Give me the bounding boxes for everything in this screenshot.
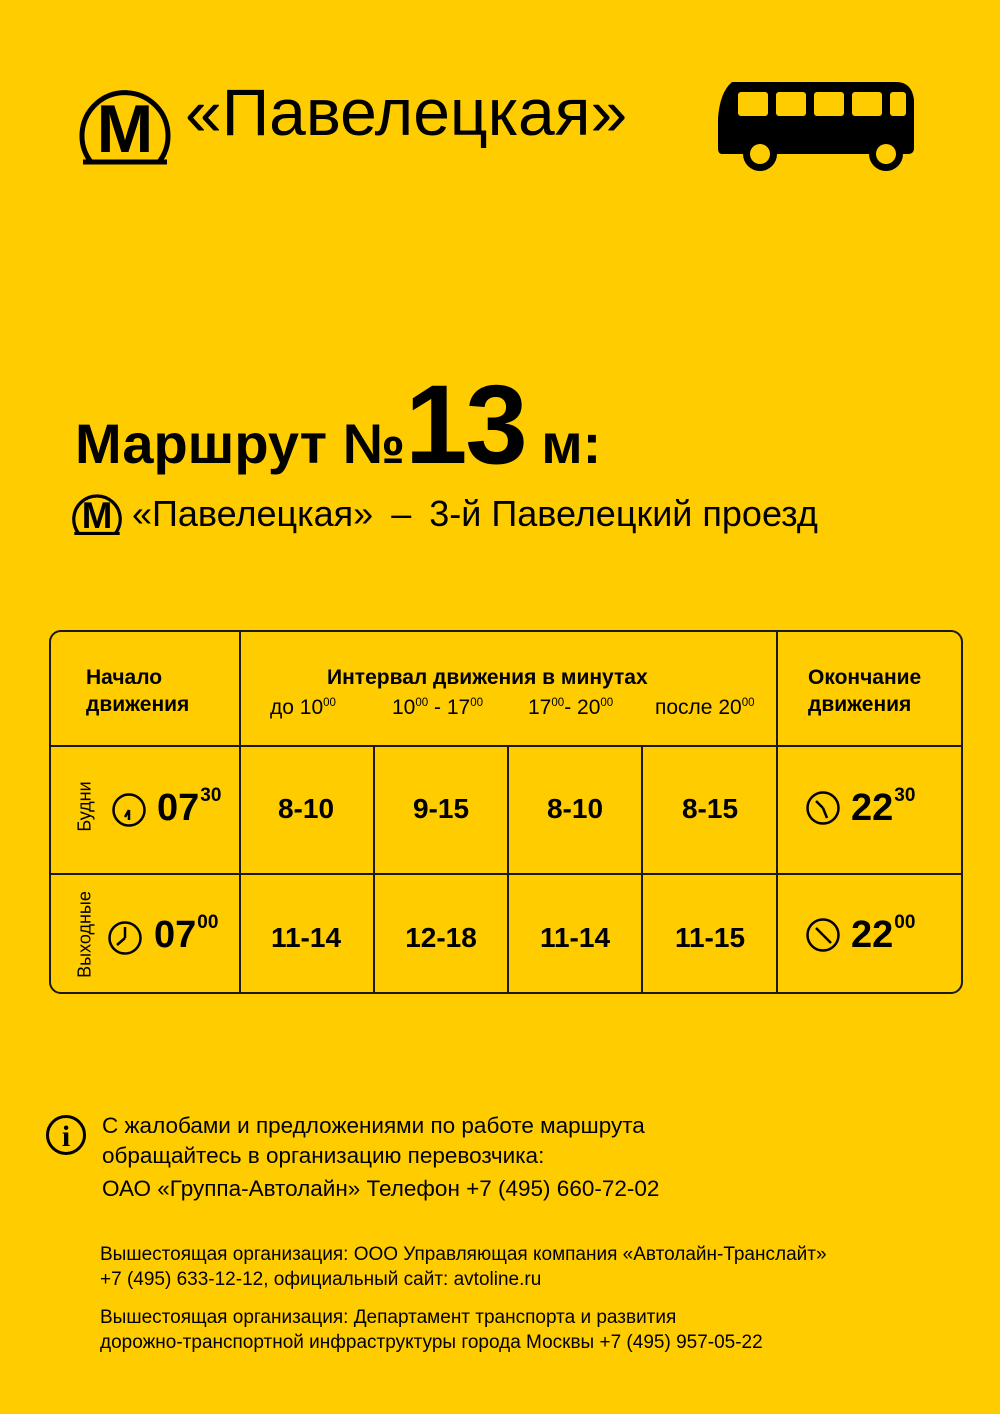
route-endpoints: [70, 488, 818, 540]
weekday-start-time: 07 30: [157, 785, 222, 829]
station-title: «Павелецкая»: [185, 75, 628, 149]
route-from: «Павелецкая»: [132, 493, 374, 534]
metro-logo-icon: [75, 80, 175, 172]
bus-icon: [714, 78, 918, 176]
row-label-weekends: Выходные: [74, 891, 95, 978]
route-dash: –: [391, 493, 412, 534]
footer-org1-line2: +7 (495) 633-12-12, официальный сайт: avtoline.ru: [100, 1269, 542, 1290]
interval-header: Интервал движения в минутах: [327, 666, 648, 689]
route-label: Маршрут №: [75, 412, 406, 475]
start-header: Начало движения: [86, 666, 190, 716]
period-3: $17^{00}-$ $20^{00}$: [528, 696, 614, 719]
footer-org1-line1: Вышестоящая организация: ООО Управляющая компания «Автолайн-Транслайт»: [100, 1244, 827, 1265]
svg-text:М: М: [96, 91, 154, 167]
weekend-interval-2: 12-18: [405, 922, 477, 953]
weekend-end-time: 22 00: [851, 912, 916, 956]
footer-org2-line2: дорожно-транспортной инфраструктуры города Москвы +7 (495) 957-05-22: [100, 1332, 763, 1353]
weekend-interval-1: 11-14: [270, 922, 342, 953]
weekday-interval-3: 8-10: [546, 793, 604, 824]
clock-icon: [805, 917, 841, 953]
schedule-table: [49, 630, 963, 994]
info-icon: [45, 1114, 87, 1156]
clock-icon: [111, 792, 147, 828]
footer-org2-line1: Вышестоящая организация: Департамент транспорта и развития: [100, 1307, 677, 1328]
period-1: до $10^{00}$: [270, 696, 336, 719]
route-heading: [75, 360, 601, 489]
weekday-end-time: 22 30: [851, 785, 916, 829]
route-suffix: м:: [525, 412, 602, 475]
svg-text:i: i: [61, 1120, 71, 1153]
period-4: после $20^{00}$: [655, 696, 755, 719]
weekend-interval-3: 11-14: [539, 922, 611, 953]
row-label-weekdays: Будни: [74, 781, 95, 832]
weekday-interval-2: 9-15: [412, 793, 470, 824]
metro-small-icon: [70, 489, 124, 539]
carrier-contact: ОАО «Группа-Автолайн» Телефон +7 (495) 660-72-02: [102, 1176, 660, 1201]
svg-text:М: М: [81, 495, 113, 537]
info-line-2: обращайтесь в организацию перевозчика:: [102, 1143, 545, 1168]
route-number: 13: [405, 362, 526, 487]
route-to: 3-й Павелецкий проезд: [429, 493, 818, 534]
info-line-1: С жалобами и предложениями по работе маршрута: [102, 1113, 645, 1138]
end-header: Окончание движения: [808, 666, 922, 716]
weekend-interval-4: 11-15: [674, 922, 746, 953]
weekday-interval-1: 8-10: [277, 793, 335, 824]
clock-icon: [805, 790, 841, 826]
weekend-start-time: 07 00: [154, 912, 219, 956]
clock-icon: [107, 920, 143, 956]
period-2: $10^{00} - 17^{00}$: [392, 696, 484, 719]
weekday-interval-4: 8-15: [681, 793, 739, 824]
